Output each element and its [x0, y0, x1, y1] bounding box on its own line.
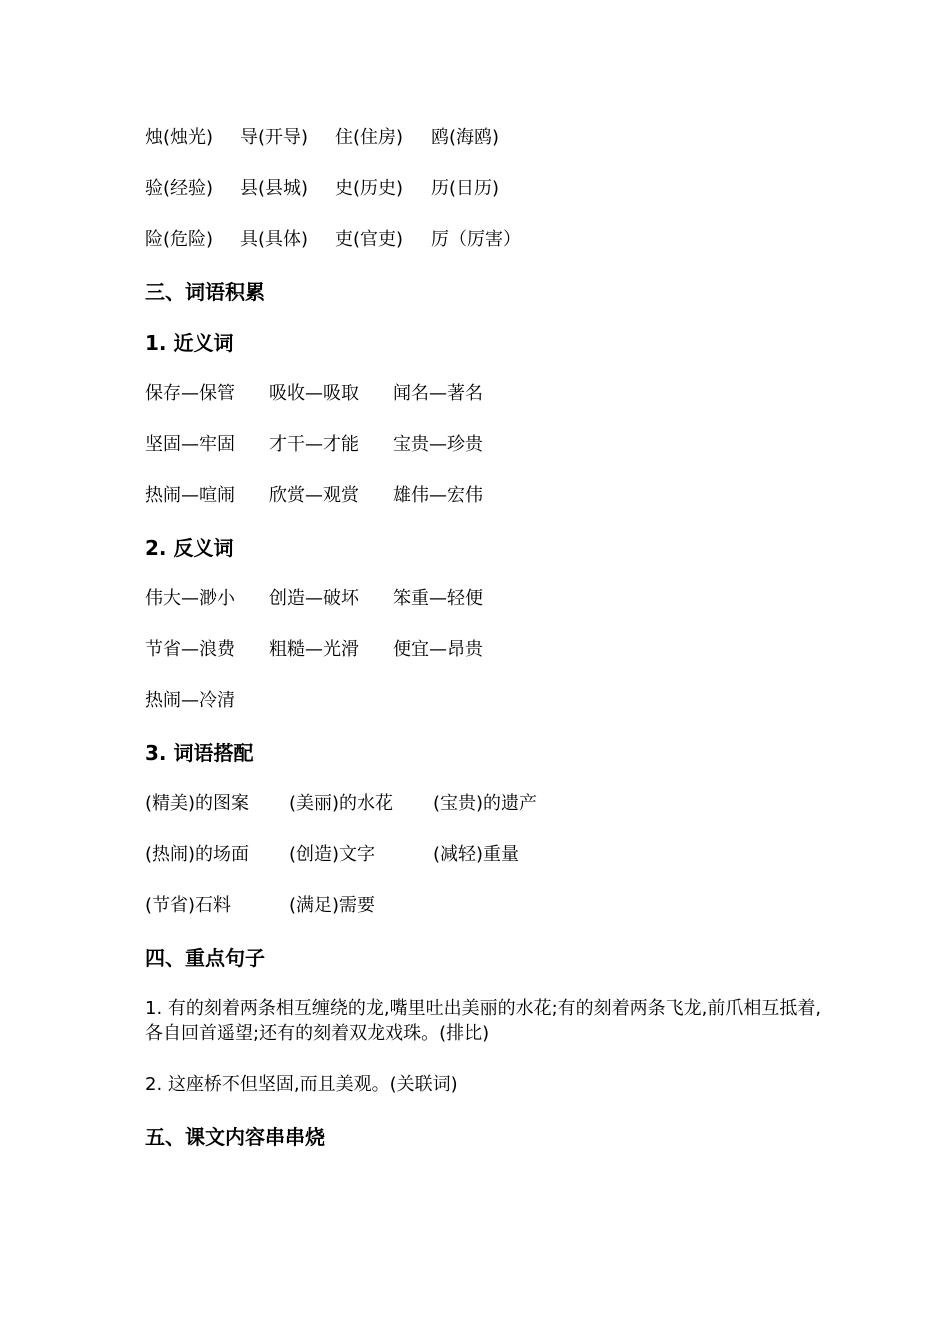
section-5-title: 五、课文内容串串烧 — [145, 1125, 325, 1149]
char-item: 鸥(海鸥) — [431, 127, 500, 148]
char-item: 住(住房) — [335, 127, 404, 148]
word-pair: 热闹—喧闹 — [145, 485, 235, 506]
char-item: 烛(烛光) — [145, 127, 214, 148]
section-3-title: 三、词语积累 — [145, 280, 265, 304]
char-item: 导(开导) — [240, 127, 309, 148]
key-sentence-1-text: 1. 有的刻着两条相互缠绕的龙,嘴里吐出美丽的水花;有的刻着两条飞龙,前爪相互抵着,各自回首遥望;还有的刻着双龙戏珠。(排比) — [145, 998, 822, 1044]
word-pair: 创造—破坏 — [269, 588, 359, 609]
word-pair: 节省—浪费 — [145, 639, 235, 660]
char-item: 具(具体) — [240, 229, 309, 250]
collocation: (热闹)的场面 — [145, 844, 250, 865]
word-pair: 伟大—渺小 — [145, 588, 235, 609]
word-pair: 闻名—著名 — [393, 383, 483, 404]
word-pair: 便宜—昂贵 — [393, 639, 483, 660]
collocation: (宝贵)的遗产 — [433, 793, 538, 814]
collocation: (满足)需要 — [289, 895, 376, 916]
char-item: 吏(官吏) — [335, 229, 404, 250]
key-sentence-2 — [145, 1072, 825, 1097]
word-pair: 笨重—轻便 — [393, 588, 483, 609]
char-item: 历(日历) — [431, 178, 500, 199]
char-item: 险(危险) — [145, 229, 214, 250]
word-pair: 宝贵—珍贵 — [393, 434, 483, 455]
word-pair: 欣赏—观赏 — [269, 485, 359, 506]
collocation: (精美)的图案 — [145, 793, 250, 814]
key-sentence-2-text: 2. 这座桥不但坚固,而且美观。(关联词) — [145, 1074, 458, 1095]
word-pair: 雄伟—宏伟 — [393, 485, 483, 506]
char-item: 史(历史) — [335, 178, 404, 199]
collocation: (减轻)重量 — [433, 844, 520, 865]
key-sentence-1 — [145, 996, 825, 1046]
collocations-title: 3. 词语搭配 — [145, 741, 254, 765]
word-pair: 保存—保管 — [145, 383, 235, 404]
word-pair: 才干—才能 — [269, 434, 359, 455]
collocation: (创造)文字 — [289, 844, 376, 865]
char-item: 验(经验) — [145, 178, 214, 199]
antonyms-title: 2. 反义词 — [145, 536, 234, 560]
section-4-title: 四、重点句子 — [145, 946, 265, 970]
word-pair: 热闹—冷清 — [145, 690, 235, 711]
collocation: (节省)石料 — [145, 895, 232, 916]
word-pair: 粗糙—光滑 — [269, 639, 359, 660]
word-pair: 坚固—牢固 — [145, 434, 235, 455]
word-pair: 吸收—吸取 — [269, 383, 359, 404]
collocation: (美丽)的水花 — [289, 793, 394, 814]
synonyms-title: 1. 近义词 — [145, 331, 234, 355]
char-item: 厉（厉害） — [431, 229, 521, 250]
char-item: 县(县城) — [240, 178, 309, 199]
